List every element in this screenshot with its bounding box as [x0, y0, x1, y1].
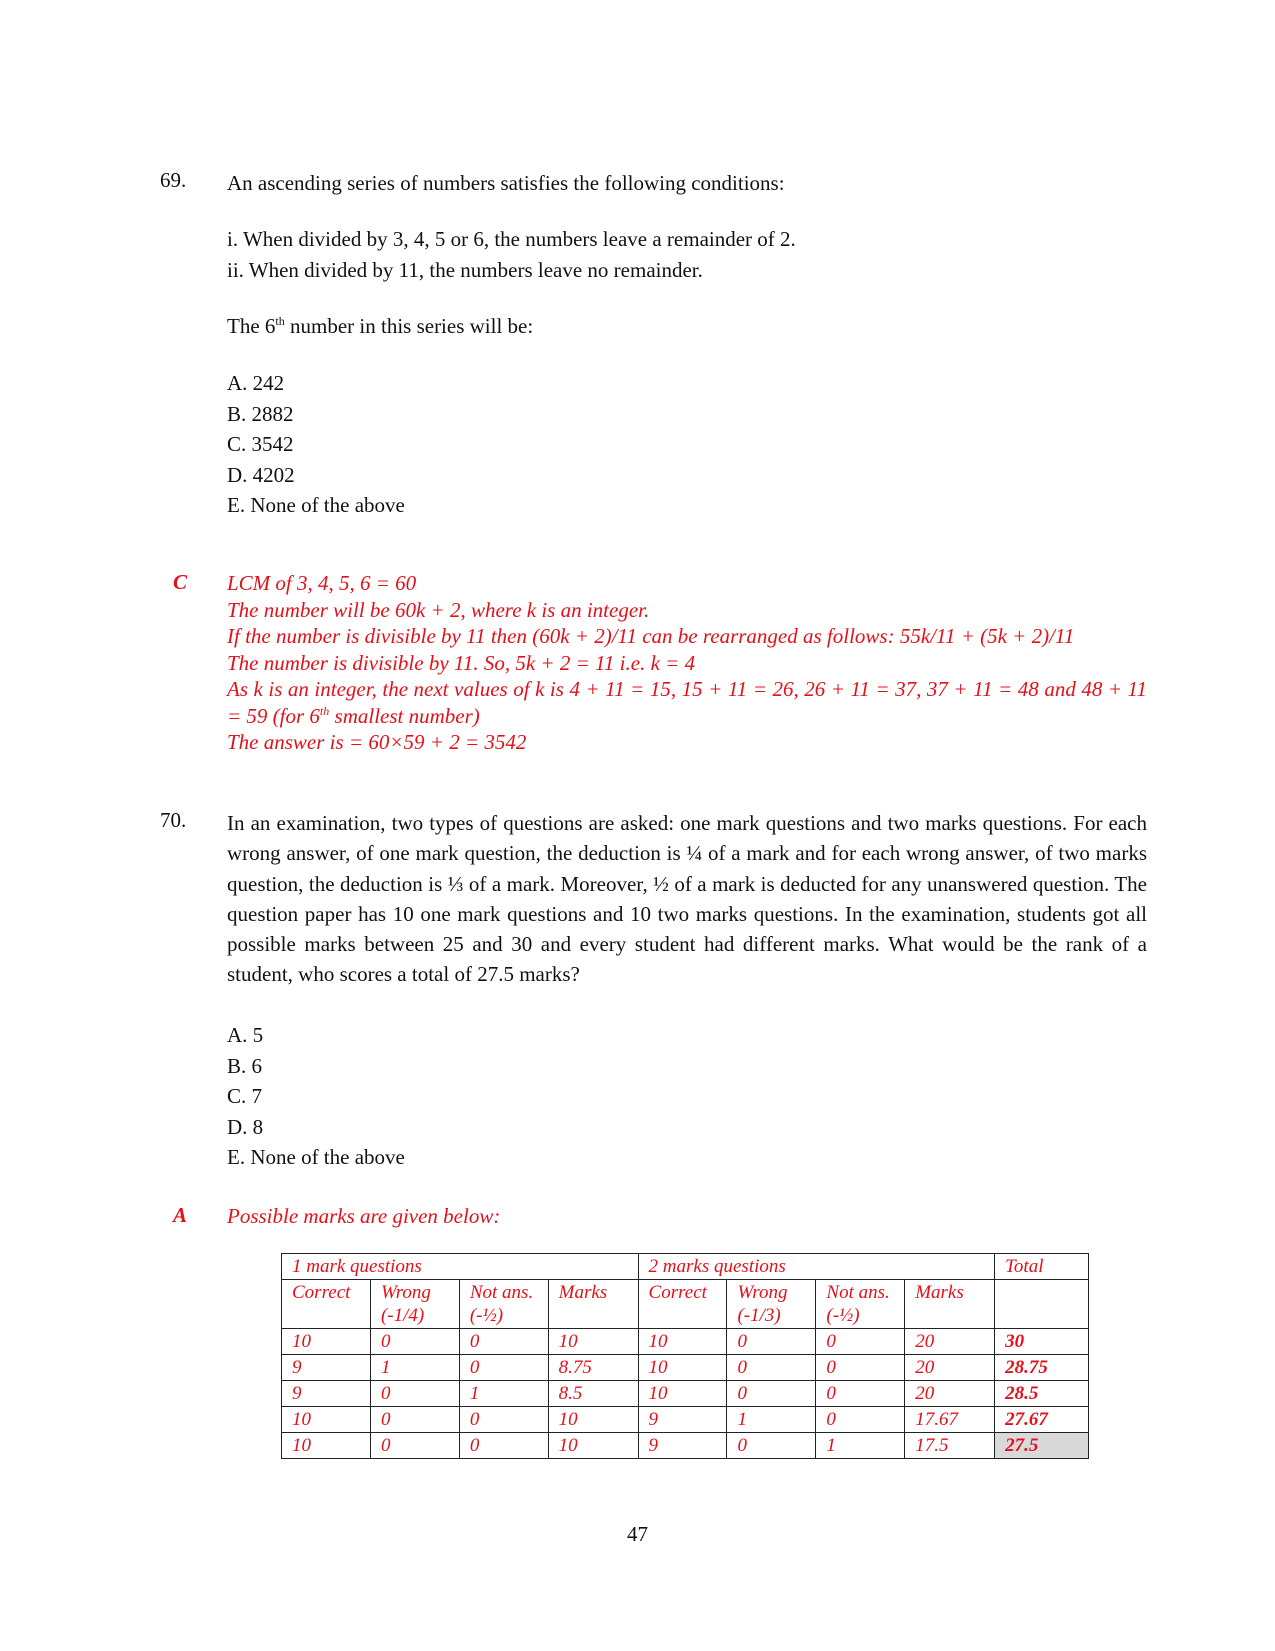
table-cell: 0: [370, 1433, 459, 1459]
table-cell: 10: [282, 1433, 371, 1459]
solution-line-4: The number is divisible by 11. So, 5k + 2 = 11 i.e. k = 4: [227, 650, 696, 675]
total-header: Total: [995, 1254, 1089, 1280]
table-cell: 9: [638, 1433, 727, 1459]
total-cell: 28.5: [995, 1381, 1089, 1407]
table-cell: 1: [459, 1381, 548, 1407]
sub-header: Wrong (-1/3): [727, 1280, 816, 1329]
answer-70-intro: Possible marks are given below:: [227, 1204, 501, 1228]
table-cell: 1: [816, 1433, 905, 1459]
option-e: E. None of the above: [227, 1145, 405, 1169]
option-a: A. 242: [227, 371, 285, 395]
sub-header: Not ans. (-½): [459, 1280, 548, 1329]
solution-line-2: The number will be 60k + 2, where k is an integer.: [227, 597, 650, 622]
table-sub-header-row: [282, 1280, 1089, 1329]
question-69-prompt: [227, 311, 533, 341]
table-row: [282, 1381, 1089, 1407]
table-cell: 9: [282, 1381, 371, 1407]
solution-line-5: [227, 676, 1147, 729]
table-cell: 8.5: [548, 1381, 638, 1407]
table-row: [282, 1407, 1089, 1433]
total-cell-highlighted: 27.5: [995, 1433, 1089, 1459]
table-group-header-row: [282, 1254, 1089, 1280]
option-b: B. 2882: [227, 401, 294, 426]
sub-header: Wrong (-1/4): [370, 1280, 459, 1329]
table-cell: 17.67: [905, 1407, 995, 1433]
table-cell: 10: [638, 1329, 727, 1355]
page-number: 47: [627, 1522, 648, 1546]
total-cell: 28.75: [995, 1355, 1089, 1381]
solution-line-5-pre: As k is an integer, the next values of k is 4 + 11 = 15, 15 + 11 = 26, 26 + 11 = 37, 37 + 11 = 48 and 48 + 11 = 59 (for 6: [227, 677, 1147, 728]
table-cell: 9: [282, 1355, 371, 1381]
sub-header: Correct: [282, 1280, 371, 1329]
solution-line-1: LCM of 3, 4, 5, 6 = 60: [227, 571, 417, 595]
option-d: D. 8: [227, 1114, 264, 1139]
answer-70-letter: A: [173, 1203, 188, 1227]
table-row: [282, 1329, 1089, 1355]
table-cell: 0: [727, 1329, 816, 1355]
answer-69-solution: [227, 570, 1147, 756]
table-cell: 10: [548, 1433, 638, 1459]
marks-table: [281, 1253, 1089, 1459]
table-cell: 0: [727, 1355, 816, 1381]
question-69-options: [227, 368, 405, 521]
table-row: [282, 1433, 1089, 1459]
table-row: [282, 1355, 1089, 1381]
solution-line-5-post: smallest number): [329, 703, 480, 728]
table-cell: 0: [459, 1329, 548, 1355]
table-cell: 10: [282, 1407, 371, 1433]
table-cell: 0: [727, 1433, 816, 1459]
table-cell: 20: [905, 1329, 995, 1355]
option-c: C. 7: [227, 1084, 263, 1108]
question-69-number: 69.: [160, 168, 187, 192]
sub-header-empty: [995, 1280, 1089, 1329]
table-cell: 0: [459, 1355, 548, 1381]
sub-header: Marks: [548, 1280, 638, 1329]
question-70-number: 70.: [160, 808, 187, 832]
prompt-sup: th: [275, 314, 285, 328]
question-69-stem: An ascending series of numbers satisfies the following conditions:: [227, 171, 785, 195]
table-cell: 10: [638, 1355, 727, 1381]
solution-line-3: If the number is divisible by 11 then (60k + 2)/11 can be rearranged as follows: 55k/11 + (5k + 2)/11: [227, 624, 1075, 648]
table-cell: 0: [816, 1355, 905, 1381]
option-e: E. None of the above: [227, 493, 405, 517]
sub-header: Not ans. (-½): [816, 1280, 905, 1329]
prompt-pre: The 6: [227, 314, 276, 338]
option-a: A. 5: [227, 1023, 264, 1047]
table-cell: 0: [370, 1381, 459, 1407]
table-cell: 10: [548, 1329, 638, 1355]
prompt-post: number in this series will be:: [284, 314, 534, 338]
total-cell: 27.67: [995, 1407, 1089, 1433]
table-cell: 0: [727, 1381, 816, 1407]
table-cell: 1: [727, 1407, 816, 1433]
table-cell: 10: [638, 1381, 727, 1407]
option-c: C. 3542: [227, 432, 294, 456]
table-cell: 10: [548, 1407, 638, 1433]
table-cell: 0: [370, 1407, 459, 1433]
table-cell: 0: [816, 1381, 905, 1407]
sub-header: Marks: [905, 1280, 995, 1329]
answer-69-letter: C: [173, 570, 188, 594]
table-cell: 1: [370, 1355, 459, 1381]
total-cell: 30: [995, 1329, 1089, 1355]
table-cell: 20: [905, 1355, 995, 1381]
table-cell: 8.75: [548, 1355, 638, 1381]
question-69-conditions: [227, 224, 796, 285]
condition-2: ii. When divided by 11, the numbers leave no remainder.: [227, 257, 703, 282]
solution-line-6: The answer is = 60×59 + 2 = 3542: [227, 730, 527, 754]
table-cell: 0: [459, 1433, 548, 1459]
option-b: B. 6: [227, 1053, 263, 1078]
table-cell: 0: [370, 1329, 459, 1355]
table-cell: 0: [459, 1407, 548, 1433]
table-cell: 20: [905, 1381, 995, 1407]
table-cell: 17.5: [905, 1433, 995, 1459]
question-70-options: [227, 1020, 405, 1173]
option-d: D. 4202: [227, 462, 295, 487]
question-70-stem: In an examination, two types of questions are asked: one mark questions and two marks questions. For each wrong answer, of one mark question, the deduction is ¼ of a mark and for each wrong answer, of two marks question, the deduction is ⅓ of a mark. Moreover, ½ of a mark is deducted for any unanswered question. The question paper has 10 one mark questions and 10 two marks questions. In the examination, students got all possible marks between 25 and 30 and every student had different marks. What would be the rank of a student, who scores a total of 27.5 marks?: [227, 811, 1147, 987]
table-cell: 0: [816, 1329, 905, 1355]
table-cell: 0: [816, 1407, 905, 1433]
sub-header: Correct: [638, 1280, 727, 1329]
table-cell: 9: [638, 1407, 727, 1433]
solution-line-5-sup: th: [319, 703, 330, 718]
group-1-mark-header: 1 mark questions: [282, 1254, 639, 1280]
group-2-marks-header: 2 marks questions: [638, 1254, 995, 1280]
table-cell: 10: [282, 1329, 371, 1355]
condition-1: i. When divided by 3, 4, 5 or 6, the numbers leave a remainder of 2.: [227, 227, 796, 251]
